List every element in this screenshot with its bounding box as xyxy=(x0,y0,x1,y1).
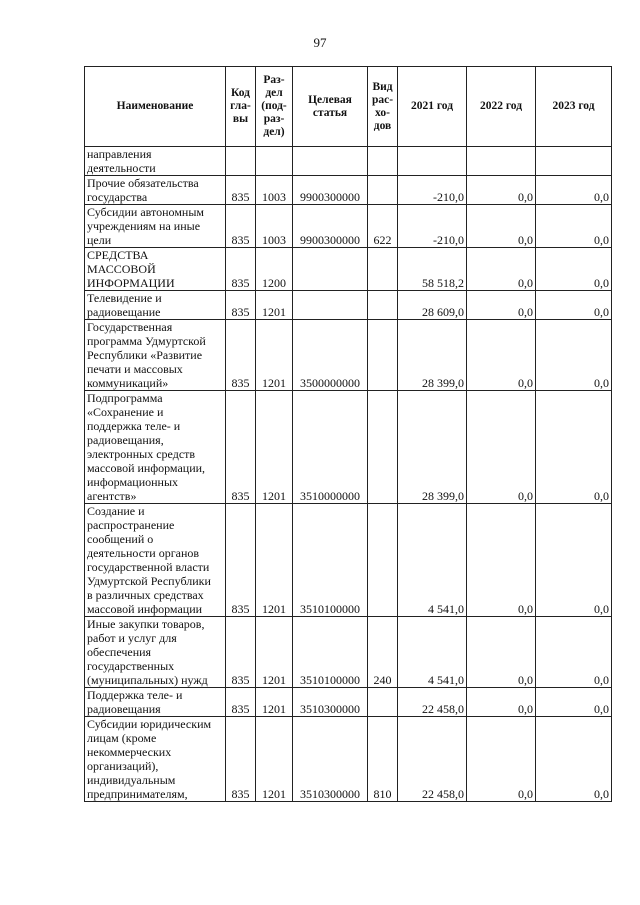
row-target-article: 3510000000 xyxy=(293,391,368,504)
row-value-2021: -210,0 xyxy=(398,176,467,205)
header-row xyxy=(85,67,612,147)
row-target-article xyxy=(293,147,368,176)
row-target-article: 9900300000 xyxy=(293,176,368,205)
row-value-2023: 0,0 xyxy=(536,176,612,205)
row-name: Иные закупки товаров, работ и услуг для обеспечения государственных (муниципальных) нужд xyxy=(85,617,226,688)
table-body xyxy=(85,147,612,802)
row-value-2023: 0,0 xyxy=(536,205,612,248)
row-value-2022: 0,0 xyxy=(467,176,536,205)
row-name: Субсидии юридическим лицам (кроме некоммерческих организаций), индивидуальным предпринимателям, xyxy=(85,717,226,802)
row-name: Государственная программа Удмуртской Республики «Развитие печати и массовых коммуникаций» xyxy=(85,320,226,391)
row-section: 1201 xyxy=(256,717,293,802)
header-year-2021: 2021 год xyxy=(398,67,467,147)
row-value-2023: 0,0 xyxy=(536,291,612,320)
row-name: Прочие обязательства государства xyxy=(85,176,226,205)
row-target-article: 3510300000 xyxy=(293,717,368,802)
row-chapter-code: 835 xyxy=(226,688,256,717)
row-chapter-code: 835 xyxy=(226,504,256,617)
header-section: Раз- дел (под- раз- дел) xyxy=(256,67,293,147)
row-value-2023: 0,0 xyxy=(536,717,612,802)
row-value-2022: 0,0 xyxy=(467,320,536,391)
row-value-2021: 58 518,2 xyxy=(398,248,467,291)
header-expense-type: Вид рас- хо- дов xyxy=(368,67,398,147)
row-value-2021: 22 458,0 xyxy=(398,688,467,717)
row-value-2022: 0,0 xyxy=(467,391,536,504)
header-name: Наименование xyxy=(85,67,226,147)
row-section: 1201 xyxy=(256,391,293,504)
row-expense-type: 810 xyxy=(368,717,398,802)
table-row xyxy=(85,504,612,617)
header-year-2023: 2023 год xyxy=(536,67,612,147)
row-chapter-code: 835 xyxy=(226,717,256,802)
table-row xyxy=(85,391,612,504)
row-name: Телевидение и радиовещание xyxy=(85,291,226,320)
row-section: 1200 xyxy=(256,248,293,291)
row-value-2023: 0,0 xyxy=(536,320,612,391)
row-section: 1003 xyxy=(256,205,293,248)
row-section: 1201 xyxy=(256,320,293,391)
row-expense-type xyxy=(368,176,398,205)
row-section xyxy=(256,147,293,176)
row-expense-type xyxy=(368,688,398,717)
row-value-2021: 28 609,0 xyxy=(398,291,467,320)
budget-table xyxy=(84,66,612,802)
row-chapter-code: 835 xyxy=(226,291,256,320)
row-target-article: 9900300000 xyxy=(293,205,368,248)
header-target-article: Целевая статья xyxy=(293,67,368,147)
row-expense-type: 622 xyxy=(368,205,398,248)
table-row xyxy=(85,688,612,717)
row-value-2022: 0,0 xyxy=(467,504,536,617)
row-value-2023: 0,0 xyxy=(536,617,612,688)
row-chapter-code: 835 xyxy=(226,391,256,504)
row-target-article: 3510300000 xyxy=(293,688,368,717)
row-value-2022 xyxy=(467,147,536,176)
row-expense-type xyxy=(368,391,398,504)
row-chapter-code xyxy=(226,147,256,176)
row-section: 1201 xyxy=(256,291,293,320)
row-value-2023 xyxy=(536,147,612,176)
table-row xyxy=(85,320,612,391)
row-name: Поддержка теле- и радиовещания xyxy=(85,688,226,717)
row-expense-type xyxy=(368,320,398,391)
row-value-2023: 0,0 xyxy=(536,504,612,617)
row-value-2021: 28 399,0 xyxy=(398,320,467,391)
row-section: 1003 xyxy=(256,176,293,205)
page-number: 97 xyxy=(313,35,327,50)
row-value-2022: 0,0 xyxy=(467,688,536,717)
row-value-2021: 4 541,0 xyxy=(398,504,467,617)
row-chapter-code: 835 xyxy=(226,248,256,291)
table-row xyxy=(85,617,612,688)
row-expense-type xyxy=(368,504,398,617)
row-name: Подпрограмма «Сохранение и поддержка теле- и радиовещания, электронных средств массовой информации, информационных агентств» xyxy=(85,391,226,504)
row-value-2023: 0,0 xyxy=(536,688,612,717)
row-chapter-code: 835 xyxy=(226,320,256,391)
table-row xyxy=(85,291,612,320)
row-value-2021 xyxy=(398,147,467,176)
row-expense-type xyxy=(368,147,398,176)
row-expense-type xyxy=(368,248,398,291)
row-value-2023: 0,0 xyxy=(536,391,612,504)
row-section: 1201 xyxy=(256,688,293,717)
row-value-2022: 0,0 xyxy=(467,291,536,320)
row-value-2022: 0,0 xyxy=(467,617,536,688)
row-value-2023: 0,0 xyxy=(536,248,612,291)
row-value-2021: 22 458,0 xyxy=(398,717,467,802)
row-value-2022: 0,0 xyxy=(467,205,536,248)
row-section: 1201 xyxy=(256,617,293,688)
row-target-article: 3510100000 xyxy=(293,617,368,688)
table-row xyxy=(85,147,612,176)
row-expense-type xyxy=(368,291,398,320)
table-row xyxy=(85,717,612,802)
header-year-2022: 2022 год xyxy=(467,67,536,147)
row-value-2021: 4 541,0 xyxy=(398,617,467,688)
row-name: СРЕДСТВА МАССОВОЙ ИНФОРМАЦИИ xyxy=(85,248,226,291)
row-name: Субсидии автономным учреждениям на иные цели xyxy=(85,205,226,248)
row-chapter-code: 835 xyxy=(226,617,256,688)
row-target-article: 3510100000 xyxy=(293,504,368,617)
table-row xyxy=(85,205,612,248)
row-value-2021: -210,0 xyxy=(398,205,467,248)
row-value-2021: 28 399,0 xyxy=(398,391,467,504)
row-chapter-code: 835 xyxy=(226,176,256,205)
row-chapter-code: 835 xyxy=(226,205,256,248)
row-target-article xyxy=(293,248,368,291)
row-target-article xyxy=(293,291,368,320)
row-expense-type: 240 xyxy=(368,617,398,688)
row-target-article: 3500000000 xyxy=(293,320,368,391)
table-row xyxy=(85,176,612,205)
header-chapter-code: Код гла- вы xyxy=(226,67,256,147)
row-value-2022: 0,0 xyxy=(467,248,536,291)
table-row xyxy=(85,248,612,291)
row-section: 1201 xyxy=(256,504,293,617)
row-name: Создание и распространение сообщений о деятельности органов государственной власти Удмуртской Республики в различных средствах массовой информации xyxy=(85,504,226,617)
row-name: направления деятельности xyxy=(85,147,226,176)
row-value-2022: 0,0 xyxy=(467,717,536,802)
